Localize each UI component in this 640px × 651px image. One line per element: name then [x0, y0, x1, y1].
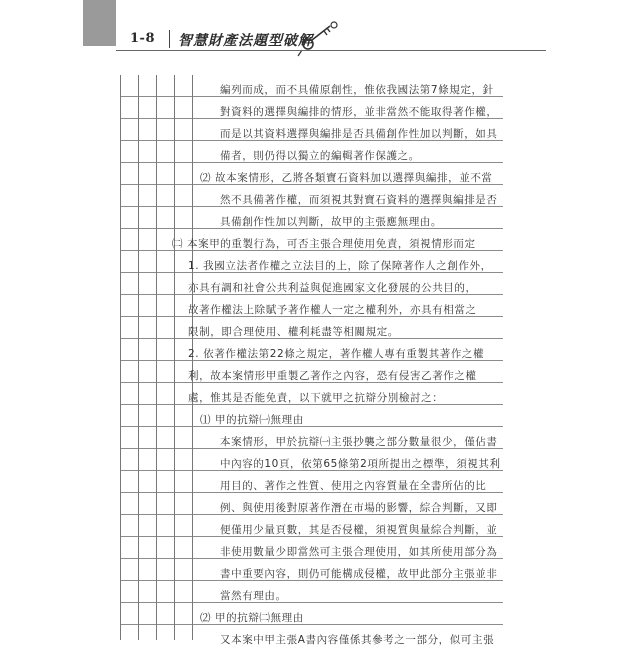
text-line: 處，惟其是否能免責，以下就甲之抗辯分別檢討之： — [188, 392, 444, 404]
page-header — [116, 28, 556, 50]
text-line: ⑵ 甲的抗辯㈡無理由 — [200, 612, 304, 624]
text-line: 然不具備著作權，而須視其對寶石資料的選擇與編排是否 — [220, 194, 498, 206]
text-line: 例、與使用後對原著作潛在市場的影響，綜合判斷，又即 — [220, 502, 498, 514]
text-line: 備者，則仍得以獨立的編輯著作保護之。 — [220, 150, 420, 162]
margin-line — [138, 75, 139, 640]
margin-line — [156, 75, 157, 640]
text-line: 亦具有調和社會公共利益與促進國家文化發展的公共目的， — [188, 282, 477, 294]
text-line: 具備創作性加以判斷，故甲的主張應無理由。 — [220, 216, 442, 228]
key-icon — [296, 18, 342, 58]
text-line: ⑵ 故本案情形，乙將各類寶石資料加以選擇與編排，並不當 — [200, 172, 493, 184]
page-number: 1-8 — [130, 31, 155, 46]
text-line: 用目的、著作之性質、使用之內容質量在全書所佔的比 — [220, 480, 487, 492]
text-line: 而是以其資料選擇與編排是否具備創作性加以判斷，如具 — [220, 128, 498, 140]
text-line: 利，故本案情形甲重製乙著作之內容，恐有侵害乙著作之權 — [188, 370, 477, 382]
lined-answer-sheet — [120, 75, 503, 646]
text-line: 本案情形，甲於抗辯㈠主張抄襲之部分數量很少，僅佔書 — [220, 436, 498, 448]
book-title: 智慧財產法題型破解 — [178, 33, 313, 49]
text-line: ⑴ 甲的抗辯㈠無理由 — [200, 414, 304, 426]
text-line: 故著作權法上除賦予著作權人一定之權利外，亦具有相當之 — [188, 304, 477, 316]
text-line: 便僅用少量頁數，其是否侵權，須視質與量綜合判斷，並 — [220, 524, 498, 536]
margin-line — [120, 75, 121, 640]
text-line: 非使用數量少即當然可主張合理使用，如其所使用部分為 — [220, 546, 498, 558]
text-line: 書中重要內容，則仍可能構成侵權，故甲此部分主張並非 — [220, 568, 498, 580]
text-line: 編列而成，而不具備原創性，惟依我國法第7條規定，針 — [220, 84, 494, 96]
text-line: 1. 我國立法者作權之立法目的上，除了保障著作人之創作外， — [188, 260, 492, 272]
text-line: 對資料的選擇與編排的情形，並非當然不能取得著作權， — [220, 106, 498, 118]
text-line: 當然有理由。 — [220, 590, 287, 602]
text-line: 中內容的10頁，依第65條第2項所提出之標準，須視其利 — [220, 458, 501, 470]
chapter-tab — [83, 0, 116, 46]
header-rule — [116, 50, 546, 51]
header-divider — [169, 30, 170, 48]
text-line: 2. 依著作權法第22條之規定，著作權人專有重製其著作之權 — [188, 348, 485, 360]
margin-line — [174, 75, 175, 640]
text-line: ㈡ 本案甲的重製行為，可否主張合理使用免責，須視情形而定 — [172, 238, 476, 250]
text-line: 又本案中甲主張A書內容僅係其參考之一部分，似可主張 — [220, 634, 495, 646]
text-line: 限制，即合理使用、權利耗盡等相關規定。 — [188, 326, 399, 338]
